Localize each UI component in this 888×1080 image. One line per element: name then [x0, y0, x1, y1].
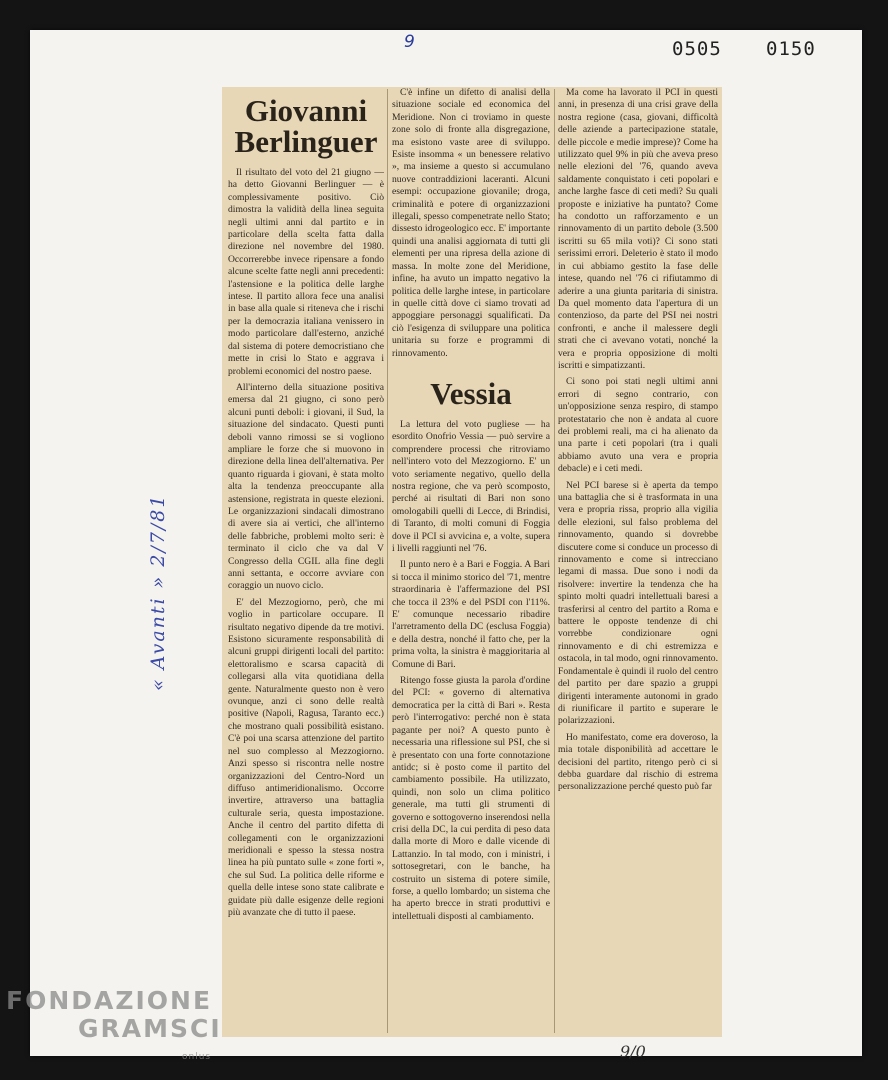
paragraph: Ho manifestato, come era doveroso, la mia totale disponibilità ad accettare le decisioni del partito, ritengo però ci si debba guardare dal rischio di estrema personalizzazione perché questo può far — [558, 731, 718, 793]
column-rule — [554, 89, 555, 1033]
paragraph: La lettura del voto pugliese — ha esordito Onofrio Vessia — può servire a comprendere processi che ritroviamo nell'intero voto del Mezzogiorno. E' un voto seriamente negativo, quello della nostra regione, che va però scomposto, perché ai risultati di Bari non sono omologabili quelli di Lecce, di Brindisi, di Taranto, di molti comuni di Foggia dove il PCI si avvicina e, a volte, supera i livelli raggiunti nel '76. — [392, 418, 550, 554]
paragraph: Il risultato del voto del 21 giugno — ha detto Giovanni Berlinguer — è complessivamente positivo. Ciò dimostra la validità della linea seguita negli ultimi anni dal partito e in particolare della scelta fatta dalla direzione nel novembre del 1980. Occorrerebbe invece ripensare a fondo alcune scelte fatte negli anni precedenti: l'astensione e la politica delle larghe intese. Il partito allora fece una analisi in base alla quale si riteneva che i rischi per la democrazia italiana venissero in modo particolare dall'esterno, anziché dal sistema di potere democristiano che mette in crisi lo Stato e aggrava i problemi economici del nostro paese. — [228, 167, 384, 377]
paragraph: Ci sono poi stati negli ultimi anni errori di segno contrario, con un'opposizione senza respiro, di stampo protestatario che non è andata al cuore dei problemi reali, ma ci ha alienato da una parte i ceti popolari (tra i quali abbiamo avuto una vera e propria debacle) e i ceti medi. — [558, 376, 718, 475]
newspaper-clipping — [222, 87, 722, 1037]
watermark-line-3: onlus — [182, 1052, 212, 1062]
paragraph: E' del Mezzogiorno, però, che mi voglio in particolare occupare. Il risultato negativo dipende da tre motivi. Esistono sicuramente responsabilità di alcuni gruppi dirigenti locali del partito: elettoralismo e scarsa capacità di collegarsi alla vita quotidiana della gente. Naturalmente questo non è vero ovunque, anzi ci sono delle realtà positive (Napoli, Ragusa, Taranto ecc.) che mostrano quali possibilità esistano. C'è poi una scarsa attenzione del partito nel suo complesso al Mezzogiorno. Anzi spesso si riscontra nelle nostre organizzazioni del Centro-Nord un diffuso antimeridionalismo. Occorre invertire, attraverso una battaglia culturale seria, questa impostazione. Anche il centro del partito difetta di collegamenti con le organizzazioni meridionali e spesso la stessa nostra linea ha più puntato sulle « zone forti », che sul Sud. La politica delle riforme e quella delle intese sono state calibrate e guidate più dalle esigenze delle regioni più avanzate che di tutto il paese. — [228, 596, 384, 918]
paragraph: C'è infine un difetto di analisi della situazione sociale ed economica del Meridione. Non ci troviamo in queste zone solo di fronte alla disgregazione, ma esistono vaste aree di sviluppo. Esiste insomma « un benessere relativo », ma insieme a questo si accumulano nuove contraddizioni laceranti. Alcuni esempi: occupazione giovanile; droga, criminalità e potere di organizzazioni illegali, spesso compenetrate nello Stato; dissesto idrogeologico ecc. E' importante quindi una analisi aggiornata di tutti gli elementi per una ripresa della azione di massa. In molte zone del Meridione, infine, ha avuto un impatto negativo la politica delle larghe intese, in particolare in quelle città dove ci siamo trovati ad appoggiare personaggi squalificati. Da ciò l'esigenza di sviluppare una politica unitaria su forze e programmi di rinnovamento. — [392, 87, 550, 359]
paragraph: Ma come ha lavorato il PCI in questi anni, in presenza di una crisi grave della nostra regione (casa, giovani, difficoltà delle aziende a partecipazione statale, delle piccole e medie imprese)? Come ha utilizzato quel 9% in più che aveva preso nelle elezioni del '76, quando aveva saldamente conquistato i ceti popolari e anche larghe fasce di ceti medi? Su quali proposte e iniziative ha puntato? Come ha condotto un rafforzamento e un rinnovamento di un partito debole (3.500 iscritti su 65 mila voti)? Ci sono stati serissimi errori. Deleterio è stato il modo in cui abbiamo gestito la fase delle intese, quando nel '76 ci rifiutammo di aderire a una giunta paritaria di sinistra. Da quel momento data l'apertura di un contenzioso, da parte del PSI nei nostri confronti, e anche il malessere degli strati che ci avevano votati, nonché la vera e propria opposizione di molti iscritti e simpatizzanti. — [558, 87, 718, 371]
column-rule — [387, 89, 388, 1033]
watermark-line-1: FONDAZIONE — [6, 986, 213, 1015]
archive-code-right: 0150 — [766, 38, 816, 60]
vessia-headline: Vessia — [430, 375, 512, 411]
column-2 — [392, 87, 550, 1033]
folio-number: 9 — [404, 32, 415, 52]
column-3 — [558, 87, 718, 1033]
fondazione-gramsci-watermark — [6, 986, 222, 1062]
archive-code-left: 0505 — [672, 38, 722, 60]
watermark-line-2: GRAMSCI — [78, 1014, 222, 1043]
paragraph: Il punto nero è a Bari e Foggia. A Bari si tocca il minimo storico del '71, mentre straordinaria è l'affermazione del PSI che tocca il 23% e del PSDI con l'11%. E' comunque necessario ribadire l'arretramento della DC (esclusa Foggia) e della destra, nonché il fatto che, per la prima volta, la sinistra è maggioritaria al Comune di Bari. — [392, 559, 550, 670]
berlinguer-headline: Giovanni Berlinguer — [234, 93, 378, 159]
paragraph: All'interno della situazione positiva emersa dal 21 giugno, ci sono però alcuni punti deboli: i giovani, il Sud, la situazione del sindacato. Questi punti deboli vanno rimossi se si vogliono ampliare le forze che si muovono in direzione della linea dell'alternativa. Per quanto riguarda i giovani, è stata molto alta la tendenza preoccupante alla astensione, registrata in queste elezioni. Le organizzazioni sindacali dimostrano di avere sia ai vertici, che all'interno delle fabbriche, problemi molto seri: è terminato il ciclo che va dal V Congresso della CGIL alla fine degli anni settanta, e occorre avviare con coraggio un nuovo ciclo. — [228, 381, 384, 592]
handwritten-note-text: « Avanti » 2/7/81 — [147, 493, 169, 691]
handwritten-marker: 9/0 — [620, 1042, 646, 1061]
column-1 — [228, 87, 384, 1033]
paragraph: Ritengo fosse giusta la parola d'ordine del PCI: « governo di alternativa democratica per la città di Bari ». Resta però l'interrogativo: perché non è stata pagante per noi? A questo punto è necessaria una riflessione sul PSI, che si è presentato con una forte connotazione antidc; si è posto come il partito del cambiamento possibile. Ha utilizzato, quindi, non solo un clima politico generale, ma tutti gli strumenti di governo e sottogoverno inserendosi nella crisi della DC, la cui perdita di peso data dalla morte di Moro e dalle vicende di Lattanzio. In tal modo, con i ministri, i sottosegretari, con le banche, ha costruito un sistema di potere simile, forse, a quello lombardo; un sistema che ha aperto brecce in strati produttivi e intellettuali disposti al cambiamento. — [392, 675, 550, 922]
handwritten-note — [148, 430, 168, 690]
paragraph: Nel PCI barese si è aperta da tempo una battaglia che si è trasformata in una vera e propria rissa, proprio alla vigilia delle elezioni, sul falso problema del rinnovamento, quando si dovrebbe discutere come si conduce un processo di rinnovamento e come si intrecciano legami di massa. Due sono i nodi da risolvere: invertire la tendenza che ha spinto molti quadri intellettuali baresi a trasferirsi al centro del partito a Roma e battere le opposte tendenze di chi vorrebbe condizionare ogni rinnovamento e di chi estremizza e ostacola, in tal modo, ogni rinnovamento. Fondamentale è quindi il ruolo del centro del partito per dare spazio a gruppi dirigenti interamente autonomi in grado di riunificare il partito e superare le polarizzazioni. — [558, 479, 718, 727]
